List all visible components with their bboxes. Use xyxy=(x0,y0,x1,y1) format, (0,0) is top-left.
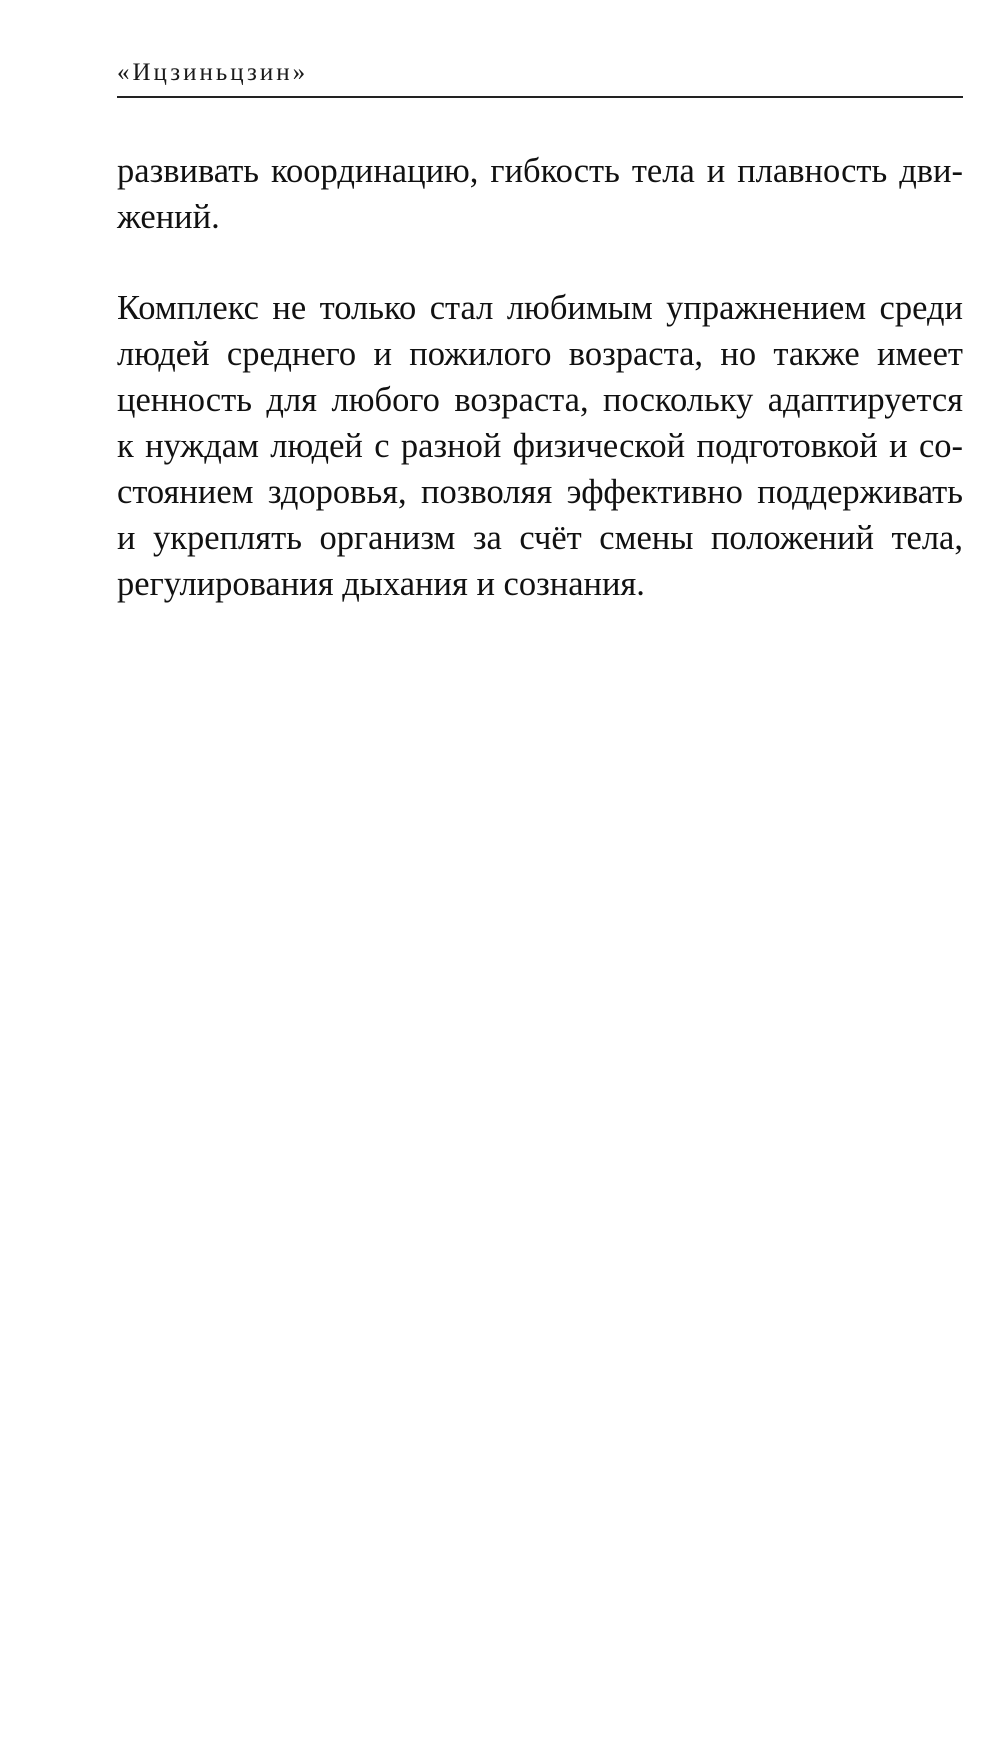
paragraph-line: Комплекс не только стал любимым упражнением среди xyxy=(117,289,963,327)
paragraph-line: жений. xyxy=(117,198,220,236)
paragraph-line: и укреплять организм за счёт смены положений тела, xyxy=(117,519,963,557)
paragraph-line: к нуждам людей с разной физической подготовкой и со- xyxy=(117,427,963,465)
paragraph-line: развивать координацию, гибкость тела и плавность дви- xyxy=(117,152,963,190)
paragraph-line: ценность для любого возраста, поскольку адаптируется xyxy=(117,381,963,419)
header-divider xyxy=(117,96,963,98)
paragraph-2 xyxy=(117,285,963,607)
paragraph-line: стоянием здоровья, позволяя эффективно поддерживать xyxy=(117,473,963,511)
paragraph-line: регулирования дыхания и сознания. xyxy=(117,565,645,603)
paragraph-line: людей среднего и пожилого возраста, но также имеет xyxy=(117,335,963,373)
running-header-title: «Ицзиньцзин» xyxy=(117,59,309,86)
paragraph-1 xyxy=(117,148,963,240)
